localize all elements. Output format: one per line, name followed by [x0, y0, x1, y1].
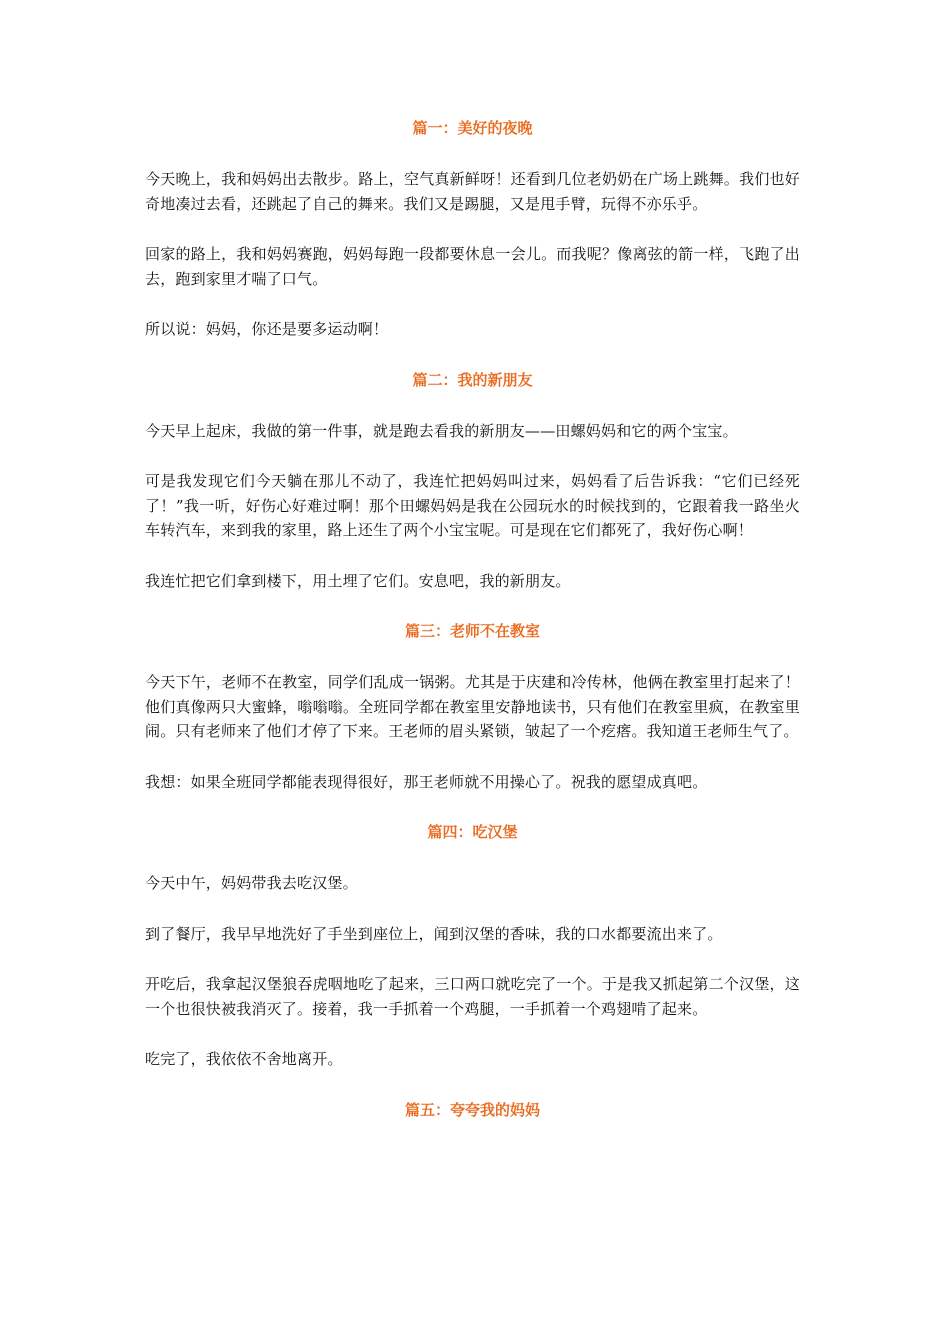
- section-heading: 篇一：美好的夜晚: [412, 119, 533, 137]
- paragraph: 到了餐厅，我早早地洗好了手坐到座位上，闻到汉堡的香味，我的口水都要流出来了。: [145, 924, 723, 943]
- paragraph: 回家的路上，我和妈妈赛跑，妈妈每跑一段都要休息一会儿。而我呢？像离弦的箭一样，飞跑了出去，跑到家里才喘了口气。: [145, 245, 800, 288]
- paragraph: 今天早上起床，我做的第一件事，就是跑去看我的新朋友——田螺妈妈和它的两个宝宝。: [145, 421, 738, 440]
- section-heading: 篇四：吃汉堡: [427, 823, 518, 841]
- paragraph: 吃完了，我依依不舍地离开。: [145, 1050, 343, 1068]
- paragraph: 开吃后，我拿起汉堡狼吞虎咽地吃了起来，三口两口就吃完了一个。于是我又抓起第二个汉堡，这一个也很快被我消灭了。接着，我一手抓着一个鸡腿，一手抓着一个鸡翅啃了起来。: [145, 975, 800, 1018]
- section-heading: 篇三：老师不在教室: [404, 622, 540, 640]
- paragraph: 今天晚上，我和妈妈出去散步。路上，空气真新鲜呀！还看到几位老奶奶在广场上跳舞。我们也好奇地凑过去看，还跳起了自己的舞来。我们又是踢腿，又是甩手臂，玩得不亦乐乎。: [145, 170, 800, 213]
- section-heading: 篇二：我的新朋友: [412, 370, 533, 389]
- essay-section-2: [145, 368, 800, 594]
- paragraph: 所以说：妈妈，你还是要多运动啊！: [145, 320, 389, 338]
- document-page: [145, 116, 800, 1149]
- paragraph: 今天中午，妈妈带我去吃汉堡。: [145, 874, 358, 892]
- paragraph: 可是我发现它们今天躺在那儿不动了，我连忙把妈妈叫过来，妈妈看了后告诉我：“它们已经死了！”我一听，好伤心好难过啊！那个田螺妈妈是我在公园玩水的时候找到的，它跟着我一路坐火车转汽车，来到我的家里，路上还生了两个小宝宝呢。可是现在它们都死了，我好伤心啊！: [145, 472, 800, 539]
- essay-section-3: [145, 619, 800, 794]
- essay-section-5: [145, 1098, 800, 1122]
- paragraph: 今天下午，老师不在教室，同学们乱成一锅粥。尤其是于庆建和冷传林，他俩在教室里打起来了！他们真像两只大蜜蜂，嗡嗡嗡。全班同学都在教室里安静地读书，只有他们在教室里疯，在教室里闹。只有老师来了他们才停了下来。王老师的眉头紧锁，皱起了一个疙瘩。我知道王老师生气了。: [145, 673, 800, 740]
- paragraph: 我想：如果全班同学都能表现得很好，那王老师就不用操心了。祝我的愿望成真吧。: [145, 772, 708, 791]
- paragraph: 我连忙把它们拿到楼下，用土埋了它们。安息吧，我的新朋友。: [145, 571, 571, 590]
- section-heading: 篇五：夸夸我的妈妈: [404, 1100, 540, 1119]
- essay-section-1: [145, 116, 800, 342]
- essay-section-4: [145, 820, 800, 1072]
